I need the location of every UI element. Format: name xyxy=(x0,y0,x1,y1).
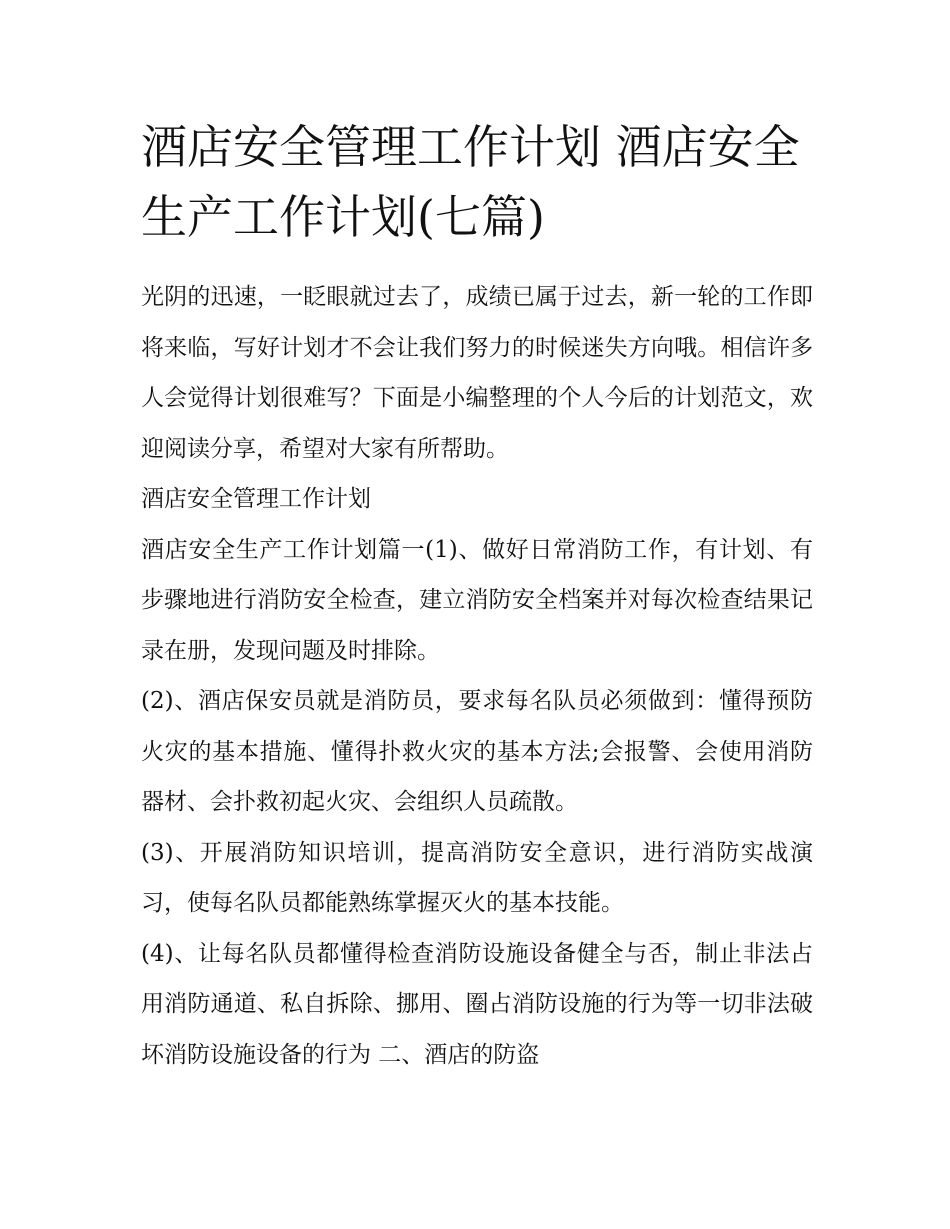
intro-paragraph: 光阴的迅速，一眨眼就过去了，成绩已属于过去，新一轮的工作即将来临，写好计划才不会让我们努力的时候迷失方向哦。相信许多人会觉得计划很难写？下面是小编整理的个人今后的计划范文，欢迎阅读分享，希望对大家有所帮助。 xyxy=(141,284,813,462)
document-title: 酒店安全管理工作计划 酒店安全生产工作计划(七篇) xyxy=(141,120,800,244)
section-heading: 酒店安全管理工作计划 xyxy=(141,486,371,512)
body-paragraph-4: (4)、让每名队员都懂得检查消防设施设备健全与否，制止非法占用消防通道、私自拆除、挪用、圈占消防设施的行为等一切非法破坏消防设施设备的行为 二、酒店的防盗 xyxy=(141,940,813,1068)
document-body xyxy=(141,112,813,1080)
body-paragraph-3: (3)、开展消防知识培训，提高消防安全意识，进行消防实战演习，使每名队员都能熟练掌握灭火的基本技能。 xyxy=(141,839,813,916)
body-paragraph-1: 酒店安全生产工作计划篇一(1)、做好日常消防工作，有计划、有步骤地进行消防安全检查，建立消防安全档案并对每次检查结果记录在册，发现问题及时排除。 xyxy=(141,536,813,664)
body-paragraph-2: (2)、酒店保安员就是消防员，要求每名队员必须做到：懂得预防火灾的基本措施、懂得扑救火灾的基本方法;会报警、会使用消防器材、会扑救初起火灾、会组织人员疏散。 xyxy=(141,688,813,815)
